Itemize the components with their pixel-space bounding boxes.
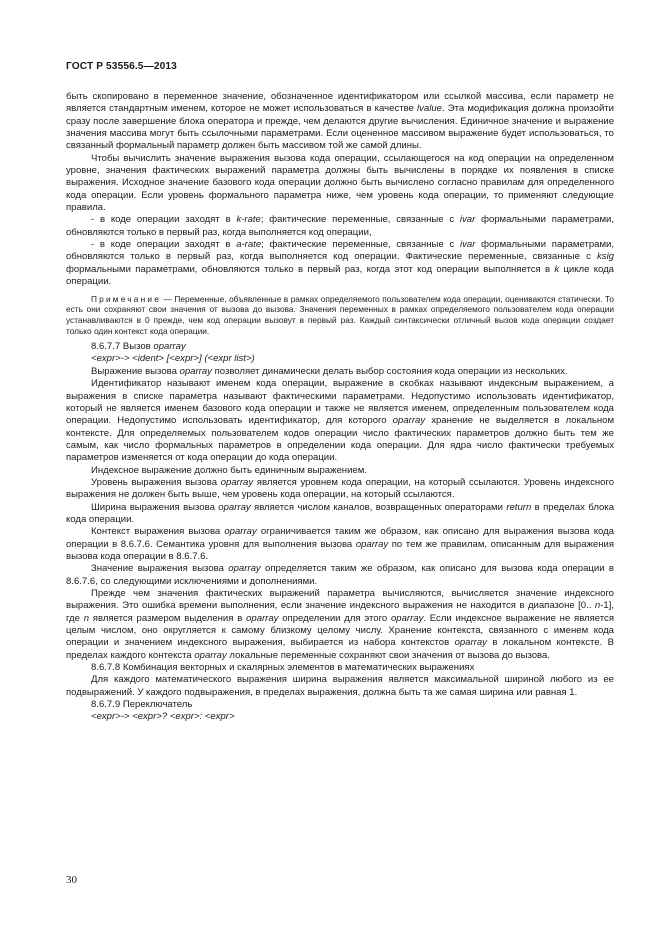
list-item: - в коде операции заходят в a-rate; фактические переменные, связанные с ivar формальными параметрами, обновляются только в первый раз, когда выполняется код операции. Фактические переменные, связанные с ksig формальными параметрами, обновляются только в первый раз, когда этот код операции выполняется в k цикле кода операции. bbox=[66, 239, 615, 288]
section-heading: 8.6.7.8 Комбинация векторных и скалярных элементов в математических выражениях bbox=[91, 662, 475, 674]
section-heading: 8.6.7.7 Вызов oparray bbox=[91, 341, 186, 353]
paragraph: Для каждого математического выражения ширина выражения является максимальной шириной любого из ее подвыражений. У каждого подвыражения, в пределах выражения, должна быть та же самая ширина или равная 1. bbox=[66, 674, 614, 698]
note-label: Примечание bbox=[91, 293, 162, 304]
section-heading: 8.6.7.9 Переключатель bbox=[91, 699, 193, 711]
paragraph: Прежде чем значения фактических выражений параметра вычисляются, вычисляется значение индексного выражения. Это ошибка времени выполнения, если значение индексного выражения не находится в диапазоне [0.. n-1], где n является размером выделения в oparray определении для этого oparray. Если индексное выражение не является целым числом, оно округляется к самому близкому целому числу. Хранение контекста, связанного с именем кода операции и значением индексного выражения, выбирается из набора контекстов oparray в локальном контексте. В пределах каждого контекста oparray локальные переменные сохраняют свои значения от вызова до вызова. bbox=[66, 588, 614, 661]
paragraph: Ширина выражения вызова oparray является числом каналов, возвращенных операторами return в пределах блока кода операции. bbox=[66, 501, 615, 525]
page-number: 30 bbox=[66, 874, 77, 886]
paragraph: Идентификатор называют именем кода операции, выражение в скобках называют индексным выражением, а выражения в списке параметра называют фактическими параметрами. Недопустимо использовать идентификатор, который не является именем базового кода операции и также не является именем, определенным пользователем кода операции. Недопустимо использовать идентификатор, для которого oparray хранение не выделяется в локальном контексте. Для определяемых пользователем кодов операции число фактических параметров должно быть тем же самым, как число формальных параметров в определении кода операции. Для ядра число фактически требуемых параметров изменяется от кода операции до кода операции. bbox=[66, 378, 615, 464]
paragraph: Значение выражения вызова oparray определяется таким же образом, как описано для вызова кода операции в 8.6.7.6, со следующими исключениями и дополнениями. bbox=[66, 563, 614, 587]
paragraph: Уровень выражения вызова oparray является уровнем кода операции, на который ссылаются. Уровень индексного выражения не должен быть выше, чем уровень кода операции, на который ссылаются. bbox=[66, 476, 615, 501]
document-header: ГОСТ Р 53556.5—2013 bbox=[66, 61, 177, 72]
page-body bbox=[66, 91, 614, 724]
list-item: - в коде операции заходят в k-rate; фактические переменные, связанные с ivar формальными параметрами, обновляются только в первый раз, когда выполняется код операции, bbox=[66, 214, 614, 238]
paragraph: Индексное выражение должно быть единичным выражением. bbox=[91, 464, 367, 476]
syntax-line: <expr>-> <expr>? <expr>: <expr> bbox=[91, 711, 235, 723]
paragraph: Чтобы вычислить значение выражения вызова кода операции, ссылающегося на код операции на определенном уровне, значения фактических выражений параметра должны быть вычислены в порядке их появления в списке выражения. Исходное значение базового кода операции должно быть вычислено согласно правилам для определенного кода операции. Если уровень формального параметра ниже, чем уровень кода операции, то применяют следующие правила. bbox=[66, 152, 614, 214]
syntax-line: <expr>-> <ident> [<expr>] (<expr list>) bbox=[91, 353, 255, 365]
paragraph: Контекст выражения вызова oparray ограничивается таким же образом, как описано для выражения вызова кода операции в 8.6.7.6. Семантика уровня для выполнения вызова oparray по тем же правилам, описанным для выражения вызова кода операции в 8.6.7.6. bbox=[66, 526, 614, 562]
paragraph: Выражение вызова oparray позволяет динамически делать выбор состояния кода операции из нескольких. bbox=[91, 365, 568, 377]
note: Примечание — Переменные, объявленные в рамках определяемого пользователем кода операции, оцениваются статически. То есть они сохраняют свои значения от вызова до вызова. Значения переменных в рамках определяемого пользователем кода операции устанавливаются в 0 прежде, чем код операции вызовут в первый раз. Каждый синтаксически отличный вызов кода операции создает только один контекст кода операции. bbox=[66, 293, 614, 337]
paragraph: быть скопировано в переменное значение, обозначенное идентификатором или ссылкой массива, если параметр не является стандартным именем, которое не может использоваться в качестве lvalue. Эта модификация должна произойти сразу после завершение блока оператора и прежде, чем делаются другие вычисления. Единичное значение и выражение значения массива могут быть ссылочными параметрами. Если оцененное массивом выражение будет использоваться, то связанный формальный параметр должен быть массивом той же самой длины. bbox=[66, 91, 614, 152]
